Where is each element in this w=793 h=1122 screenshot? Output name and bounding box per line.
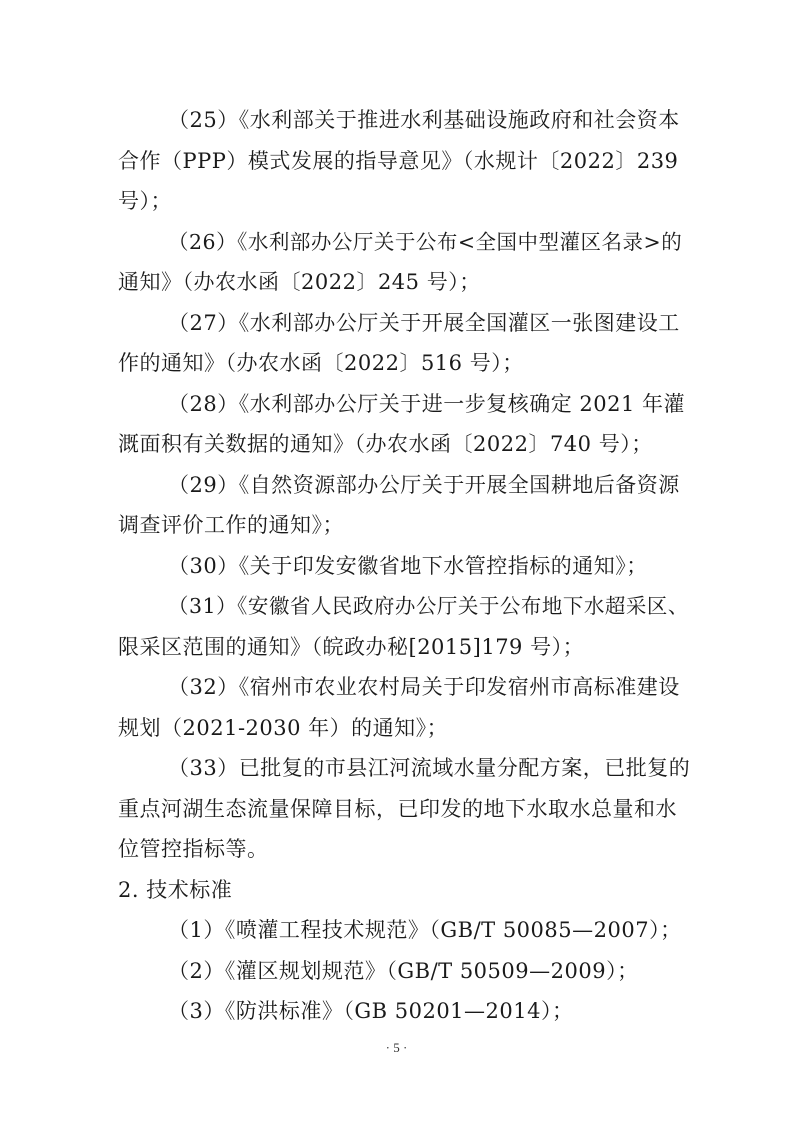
text-line: （30）《关于印发安徽省地下水管控指标的通知》； [168, 554, 648, 578]
text-line: （1）《喷灌工程技术规范》（GB/T 50085—2007）； [168, 918, 682, 942]
text-line: （3）《防洪标准》（GB 50201—2014）； [168, 999, 574, 1023]
text-line: （2）《灌区规划规范》（GB/T 50509—2009）； [168, 959, 639, 983]
section-heading: 2. 技术标准 [118, 878, 233, 902]
text-line: （25）《水利部关于推进水利基础设施政府和社会资本 [168, 108, 680, 132]
text-line: （31）《安徽省人民政府办公厅关于公布地下水超采区、 [168, 594, 689, 618]
text-line: （32）《宿州市农业农村局关于印发宿州市高标准建设 [168, 675, 680, 699]
text-line: 限采区范围的通知》（皖政办秘[2015]179 号）； [118, 635, 585, 659]
text-line: 通知》（办农水函〔2022〕245 号）； [118, 270, 481, 294]
text-line: （26）《水利部办公厅关于公布<全国中型灌区名录>的 [168, 230, 683, 254]
page-number: · 5 · [385, 1040, 408, 1055]
text-line: （27）《水利部办公厅关于开展全国灌区一张图建设工 [168, 311, 680, 335]
text-line: 号）； [118, 189, 172, 213]
text-line: 规划（2021-2030 年）的通知》； [118, 716, 449, 740]
text-line: （29）《自然资源部办公厅关于开展全国耕地后备资源 [168, 473, 680, 497]
text-line: 重点河湖生态流量保障目标，已印发的地下水取水总量和水 [118, 797, 677, 821]
text-line: 合作（PPP）模式发展的指导意见》（水规计〔2022〕239 [118, 149, 679, 173]
text-line: 位管控指标等。 [118, 837, 269, 861]
text-line: 调查评价工作的通知》； [118, 513, 344, 537]
text-line: 溉面积有关数据的通知》（办农水函〔2022〕740 号）； [118, 432, 653, 456]
text-line: 作的通知》（办农水函〔2022〕516 号）； [118, 351, 524, 375]
text-line: （33）已批复的市县江河流域水量分配方案，已批复的 [168, 756, 691, 780]
text-line: （28）《水利部办公厅关于进一步复核确定 2021 年灌 [168, 392, 686, 416]
